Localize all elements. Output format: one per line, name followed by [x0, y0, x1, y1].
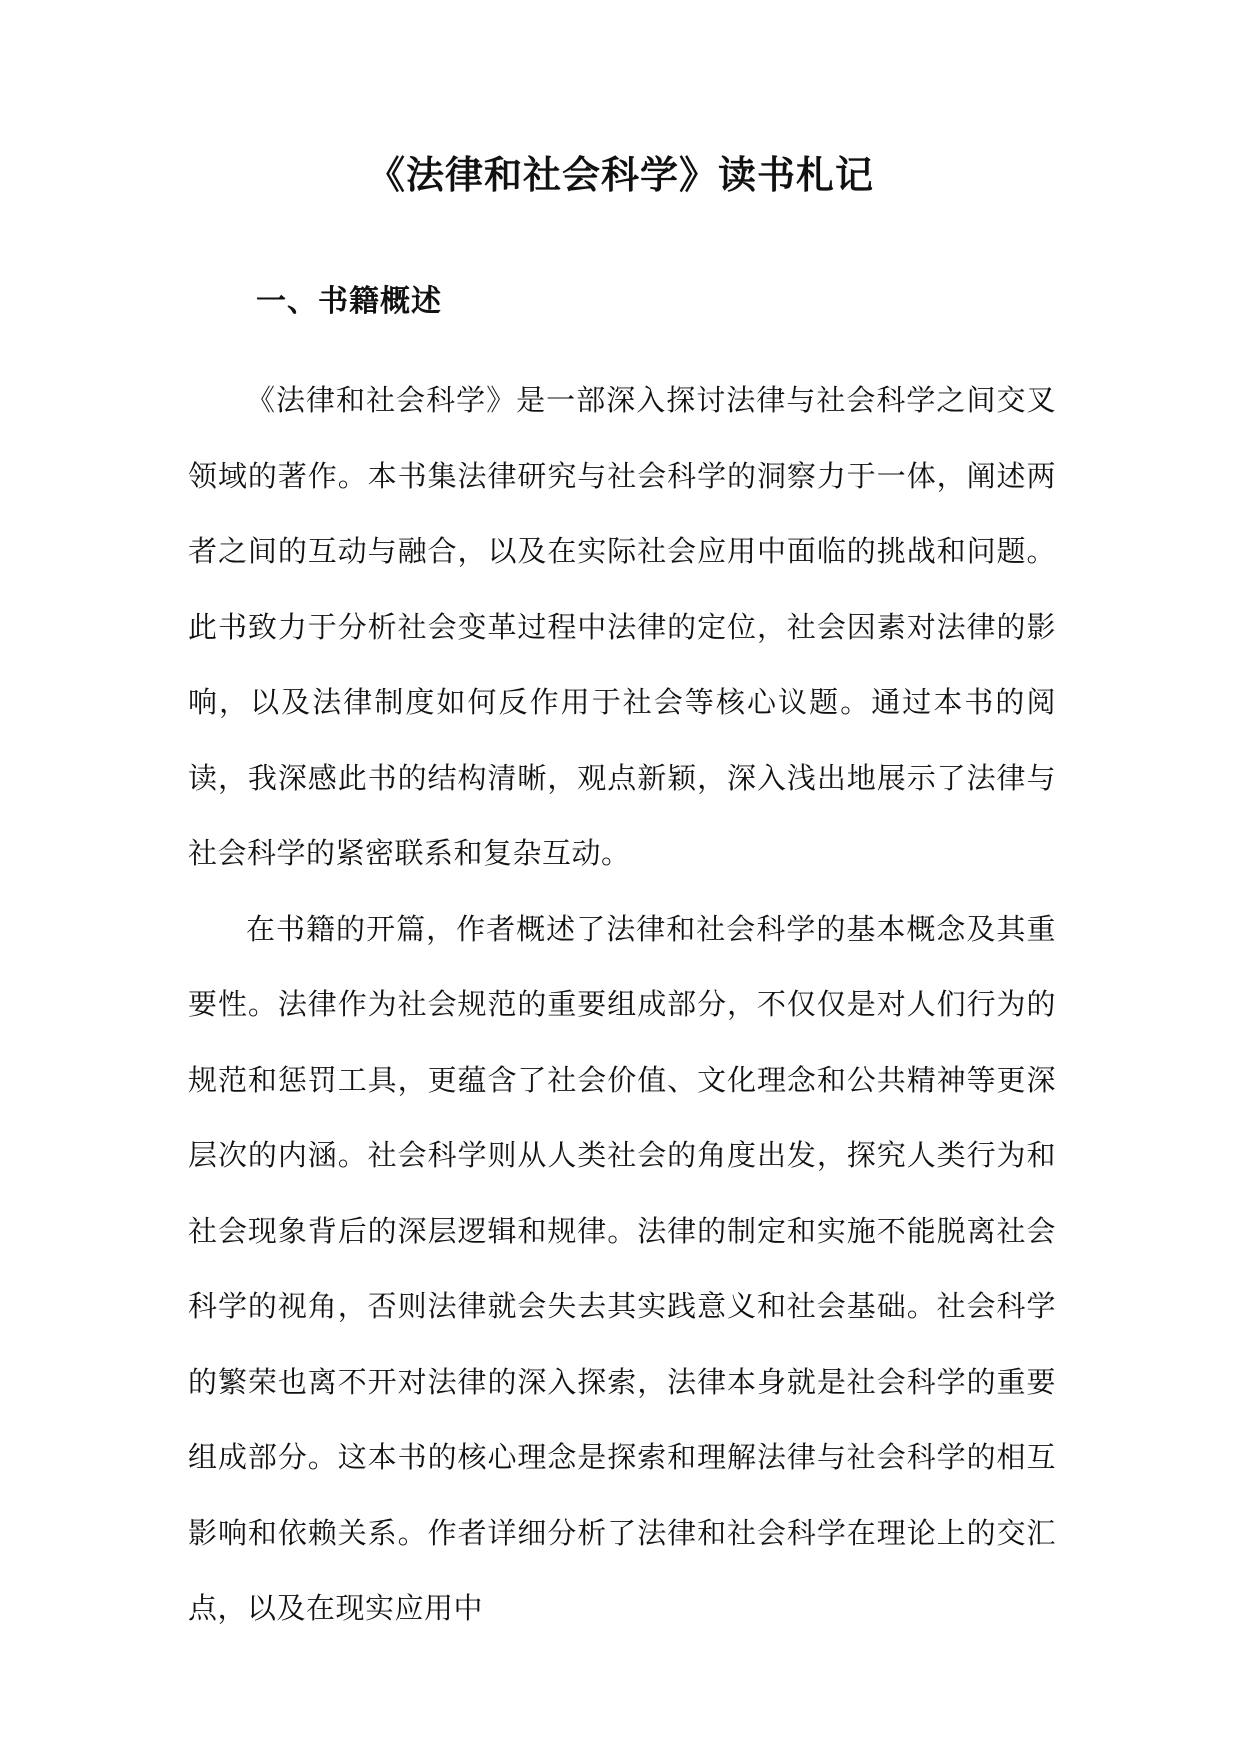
section-heading: 一、书籍概述 [256, 284, 442, 319]
paragraph-1: 《法律和社会科学》是一部深入探讨法律与社会科学之间交叉领域的著作。本书集法律研究与社会科学的洞察力于一体，阐述两者之间的互动与融合，以及在实际社会应用中面临的挑战和问题。此书致力于分析社会变革过程中法律的定位，社会因素对法律的影响，以及法律制度如何反作用于社会等核心议题。通过本书的阅读，我深感此书的结构清晰，观点新颖，深入浅出地展示了法律与社会科学的紧密联系和复杂互动。 [188, 383, 1056, 870]
paragraph-2: 在书籍的开篇，作者概述了法律和社会科学的基本概念及其重要性。法律作为社会规范的重要组成部分，不仅仅是对人们行为的规范和惩罚工具，更蕴含了社会价值、文化理念和公共精神等更深层次的内涵。社会科学则从人类社会的角度出发，探究人类行为和社会现象背后的深层逻辑和规律。法律的制定和实施不能脱离社会科学的视角，否则法律就会失去其实践意义和社会基础。社会科学的繁荣也离不开对法律的深入探索，法律本身就是社会科学的重要组成部分。这本书的核心理念是探索和理解法律与社会科学的相互影响和依赖关系。作者详细分析了法律和社会科学在理论上的交汇点，以及在现实应用中 [188, 911, 1056, 1625]
document-title: 《法律和社会科学》读书札记 [366, 153, 874, 197]
document-body [188, 363, 1056, 1647]
